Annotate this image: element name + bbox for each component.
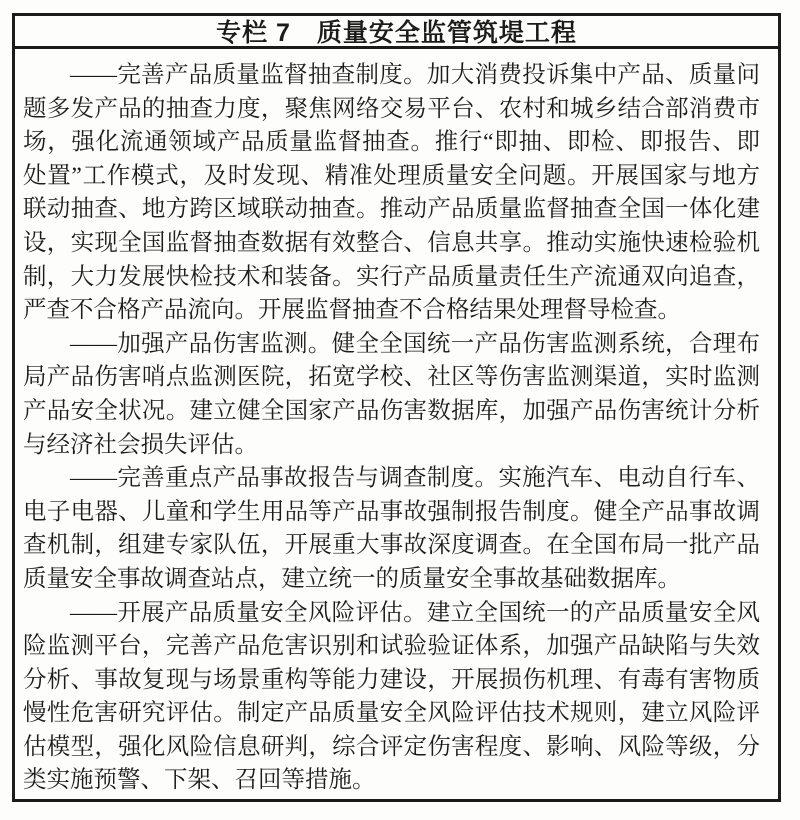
column-box [12, 13, 781, 802]
paragraph: ——完善产品质量监督抽查制度。加大消费投诉集中产品、质量问题多发产品的抽查力度，聚焦网络交易平台、农村和城乡结合部消费市场，强化流通领域产品质量监督抽查。推行“即抽、即检、即报告、即处置”工作模式，及时发现、精准处理质量安全问题。开展国家与地方联动抽查、地方跨区域联动抽查。推动产品质量监督抽查全国一体化建设，实现全国监督抽查数据有效整合、信息共享。推动实施快速检验机制，大力发展快检技术和装备。实行产品质量责任生产流通双向追查，严查不合格产品流向。开展监督抽查不合格结果处理督导检查。 [23, 62, 760, 324]
box-title: 专栏 7 质量安全监管筑堤工程 [15, 16, 778, 49]
box-body [15, 49, 778, 798]
paragraph: ——开展产品质量安全风险评估。建立全国统一的产品质量安全风险监测平台，完善产品危害识别和试验验证体系，加强产品缺陷与失效分析、事故复现与场景重构等能力建设，开展损伤机理、有毒有害物质慢性危害研究评估。制定产品质量安全风险评估技术规则，建立风险评估模型，强化风险信息研判，综合评定伤害程度、影响、风险等级，分类实施预警、下架、召回等措施。 [23, 599, 760, 794]
paragraph: ——完善重点产品事故报告与调查制度。实施汽车、电动自行车、电子电器、儿童和学生用品等产品事故强制报告制度。健全产品事故调查机制，组建专家队伍，开展重大事故深度调查。在全国布局一批产品质量安全事故调查站点，建立统一的质量安全事故基础数据库。 [23, 465, 760, 592]
paragraph: ——加强产品伤害监测。健全全国统一产品伤害监测系统，合理布局产品伤害哨点监测医院，拓宽学校、社区等伤害监测渠道，实时监测产品安全状况。建立健全国家产品伤害数据库，加强产品伤害统计分析与经济社会损失评估。 [23, 330, 760, 458]
